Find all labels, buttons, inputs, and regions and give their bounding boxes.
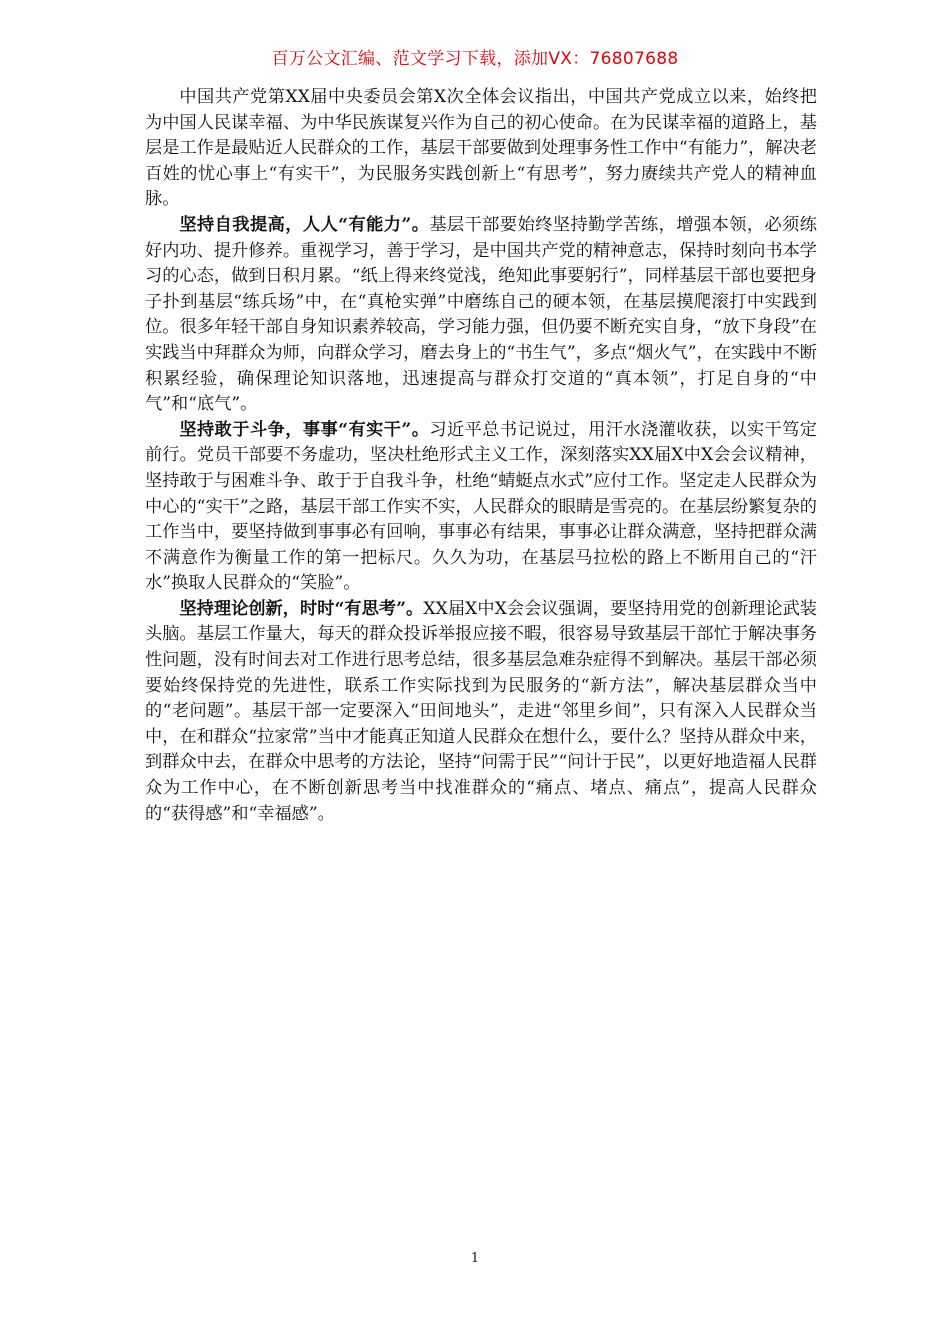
section-heading-thinking: 坚持理论创新，时时“有思考”。 [179, 598, 424, 619]
section-paragraph-ability [145, 213, 817, 418]
section-paragraph-thinking [145, 597, 817, 827]
section-heading-ability: 坚持自我提高，人人“有能力”。 [179, 214, 430, 235]
section-text-thinking: XX届X中X会会议强调，要坚持用党的创新理论武装头脑。基层工作量大，每天的群众投诉举报应接不暇，很容易导致基层干部忙于解决事务性问题，没有时间去对工作进行思考总结，很多基层急难杂症得不到解决。基层干部必须要始终保持党的先进性，联系工作实际找到为民服务的“新方法”，解决基层群众当中的“老问题”。基层干部一定要深入“田间地头”，走进“邻里乡间”，只有深入人民群众当中，在和群众“拉家常”当中才能真正知道人民群众在想什么，要什么？坚持从群众中来，到群众中去，在群众中思考的方法论，坚持“问需于民”“问计于民”，以更好地造福人民群众为工作中心，在不断创新思考当中找准群众的“痛点、堵点、痛点”，提高人民群众的“获得感”和“幸福感”。 [145, 598, 817, 824]
section-text-practice: 习近平总书记说过，用汗水浇灌收获，以实干笃定前行。党员干部要不务虚功，坚决杜绝形式主义工作，深刻落实XX届X中X会会议精神，坚持敢于与困难斗争、敢于于自我斗争，杜绝“蜻蜓点水式”应付工作。坚定走人民群众为中心的“实干”之路，基层干部工作实不实，人民群众的眼睛是雪亮的。在基层纷繁复杂的工作当中，要坚持做到事事必有回响，事事必有结果，事事必让群众满意，坚持把群众满不满意作为衡量工作的第一把标尺。久久为功，在基层马拉松的路上不断用自己的“汗水”换取人民群众的“笑脸”。 [145, 419, 817, 594]
intro-paragraph: 中国共产党第XX届中央委员会第X次全体会议指出，中国共产党成立以来，始终把为中国人民谋幸福、为中华民族谋复兴作为自己的初心使命。在为民谋幸福的道路上，基层是工作是最贴近人民群众的工作，基层干部要做到处理事务性工作中“有能力”，解决老百姓的忧心事上“有实干”，为民服务实践创新上“有思考”，努力赓续共产党人的精神血脉。 [145, 87, 817, 210]
document-header-banner: 百万公文汇编、范文学习下载，添加VX：76807688 [271, 49, 679, 69]
section-paragraph-practice [145, 418, 817, 597]
page-number: 1 [470, 1251, 480, 1266]
section-text-ability: 基层干部要始终坚持勤学苦练，增强本领，必须练好内功、提升修养。重视学习，善于学习，是中国共产党的精神意志，保持时刻向书本学习的心态，做到日积月累。“纸上得来终觉浅，绝知此事要躬行”，同样基层干部也要把身子扑到基层“练兵场”中，在“真枪实弹”中磨练自己的硬本领，在基层摸爬滚打中实践到位。很多年轻干部自身知识素养较高，学习能力强，但仍要不断充实自身，“放下身段”在实践当中拜群众为师，向群众学习，磨去身上的“书生气”，多点“烟火气”，在实践中不断积累经验，确保理论知识落地，迅速提高与群众打交道的“真本领”，打足自身的“中气”和“底气”。 [145, 214, 817, 415]
document-body [145, 85, 817, 827]
section-heading-practice: 坚持敢于斗争，事事“有实干”。 [179, 419, 430, 440]
